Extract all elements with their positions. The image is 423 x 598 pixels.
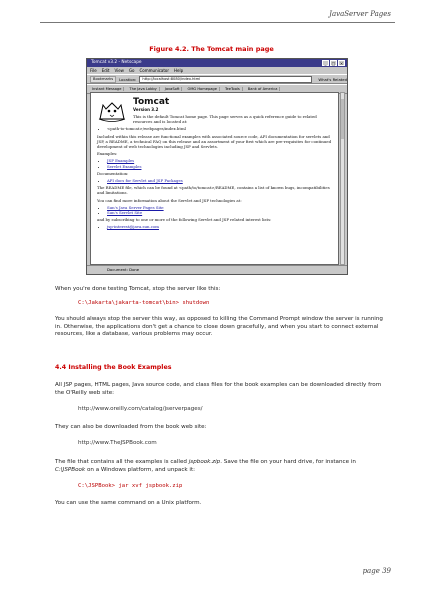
link-jsp-site: Sun's Java Server Pages Site [107, 204, 164, 210]
code-command: jar xvf jspbook.zip [115, 483, 183, 489]
subscribe-text: and by subscribing to one or more of the following Servlet and JSP related interest lists: [97, 217, 272, 223]
minimize-icon: _ [322, 60, 329, 66]
menu-view: View [114, 68, 124, 73]
close-icon: × [339, 61, 344, 66]
intro-path: • <path-to-tomcat>/webpages/index.html [107, 126, 332, 131]
code-prompt: C:\Jakarta\jakarta-tomcat\bin> [78, 300, 180, 306]
included-text: Included within this release are functional examples with associated source code, API documentation for servlets and JSP, a README, a technical FAQ on this release and an assortment of your first which are pre-requisites for continued development of web technologies including JSP and Servlets. [97, 133, 332, 150]
bookmark-item: TeeTools [223, 87, 243, 91]
bookmark-item: Instant Message [90, 87, 124, 91]
browser-scrollbar [340, 92, 345, 265]
scroll-thumb [341, 99, 344, 139]
browser-statusbar: Document: Done [87, 265, 347, 274]
menu-help: Help [174, 68, 184, 73]
whats-related: What's Related [318, 76, 347, 82]
browser-titlebar [87, 59, 347, 67]
para-file-part: on a Windows platform, and unpack it: [85, 466, 196, 473]
browser-menubar [87, 67, 347, 74]
para-file-part: The file that contains all the examples is called [55, 459, 189, 465]
menu-go: Go [128, 68, 135, 73]
para-examples: All JSP pages, HTML pages, Java source code, and class files for the book examples can be downloaded directly from the O'Reilly web site: [55, 382, 382, 396]
bookmark-item: The Java Lobby [127, 87, 159, 91]
bookmarks-button: Bookmarks [90, 76, 116, 83]
bookmark-item: JavaSoft [163, 87, 183, 91]
tomcat-version: Version 3.2 [133, 107, 159, 112]
link-servlet-site: Sun's Servlet Site [107, 210, 143, 216]
link-jsp-examples: JSP Examples [107, 158, 135, 164]
section-title: 4.4 Installing the Book Examples [55, 364, 172, 371]
tomcat-heading: Tomcat [133, 97, 170, 107]
spec-intro: You can find more information about the Servlet and JSP technologies at: [97, 197, 242, 203]
location-toolbar [87, 74, 347, 84]
running-header: JavaServer Pages [329, 10, 391, 18]
para-stop-explanation: You should always stop the server this way, as opposed to killing the Command Prompt window the server is running in. Otherwise, the applications don't get a chance to close down gracefully, and when you start to connect external resources, like a database, various problems may occur. [55, 316, 383, 337]
menu-communicator: Communicator [139, 68, 170, 73]
location-label: Location: [119, 76, 137, 82]
menu-edit: Edit [101, 68, 110, 73]
intro-text: This is the default Tomcat home page. This page serves as a quick reference guide to related resources and is located at: [133, 114, 317, 125]
code-command: shutdown [179, 300, 210, 306]
figure-caption: Figure 4.2. The Tomcat main page [149, 45, 274, 53]
para-file [55, 459, 383, 474]
code-shutdown [78, 300, 209, 306]
browser-viewport [90, 92, 339, 265]
page-number: page 39 [362, 567, 391, 575]
directory-name: C:\JSPBook [55, 466, 86, 473]
bookmark-item: Bank of America [246, 87, 281, 91]
documentation-label: Documentation: [97, 170, 129, 176]
window-buttons [322, 60, 345, 66]
para-stop: When you're done testing Tomcat, stop the server like this: [55, 286, 221, 292]
code-unzip [78, 483, 182, 489]
para-file-part: . Save the file on your hard drive, for instance in [220, 459, 356, 465]
header-rule [40, 22, 395, 23]
browser-screenshot [86, 58, 348, 275]
browser-title: Tomcat v3.2 - Netscape [91, 60, 142, 65]
menu-file: File [90, 68, 97, 73]
para-book-site: They can also be downloaded from the book web site: [55, 424, 207, 430]
link-api-docs: API docs for Servlet and JSP Packages [107, 178, 183, 184]
url-book: http://www.TheJSPBook.com [78, 440, 157, 446]
maximize-icon: □ [331, 61, 336, 66]
tomcat-logo-icon [97, 97, 127, 123]
location-field: http://localhost:8080/index.html [139, 76, 312, 83]
bookmark-item: OMG Homepage [185, 87, 219, 91]
file-name: jspbook.zip [188, 459, 221, 465]
link-servlet-examples: Servlet Examples [107, 163, 142, 169]
para-unix: You can use the same command on a Unix platform. [55, 500, 202, 506]
code-prompt: C:\JSPBook> [78, 483, 116, 489]
url-oreilly: http://www.oreilly.com/catalog/jserverpages/ [78, 406, 203, 412]
readme-text: The README file, which can be found at <path/to/tomcat>/README, contains a list of known bugs, incompatibilities and limitations. [97, 185, 330, 196]
link-jsp-interest: jsp-interest@java.sun.com [107, 224, 159, 230]
examples-label: Examples: [97, 151, 118, 157]
